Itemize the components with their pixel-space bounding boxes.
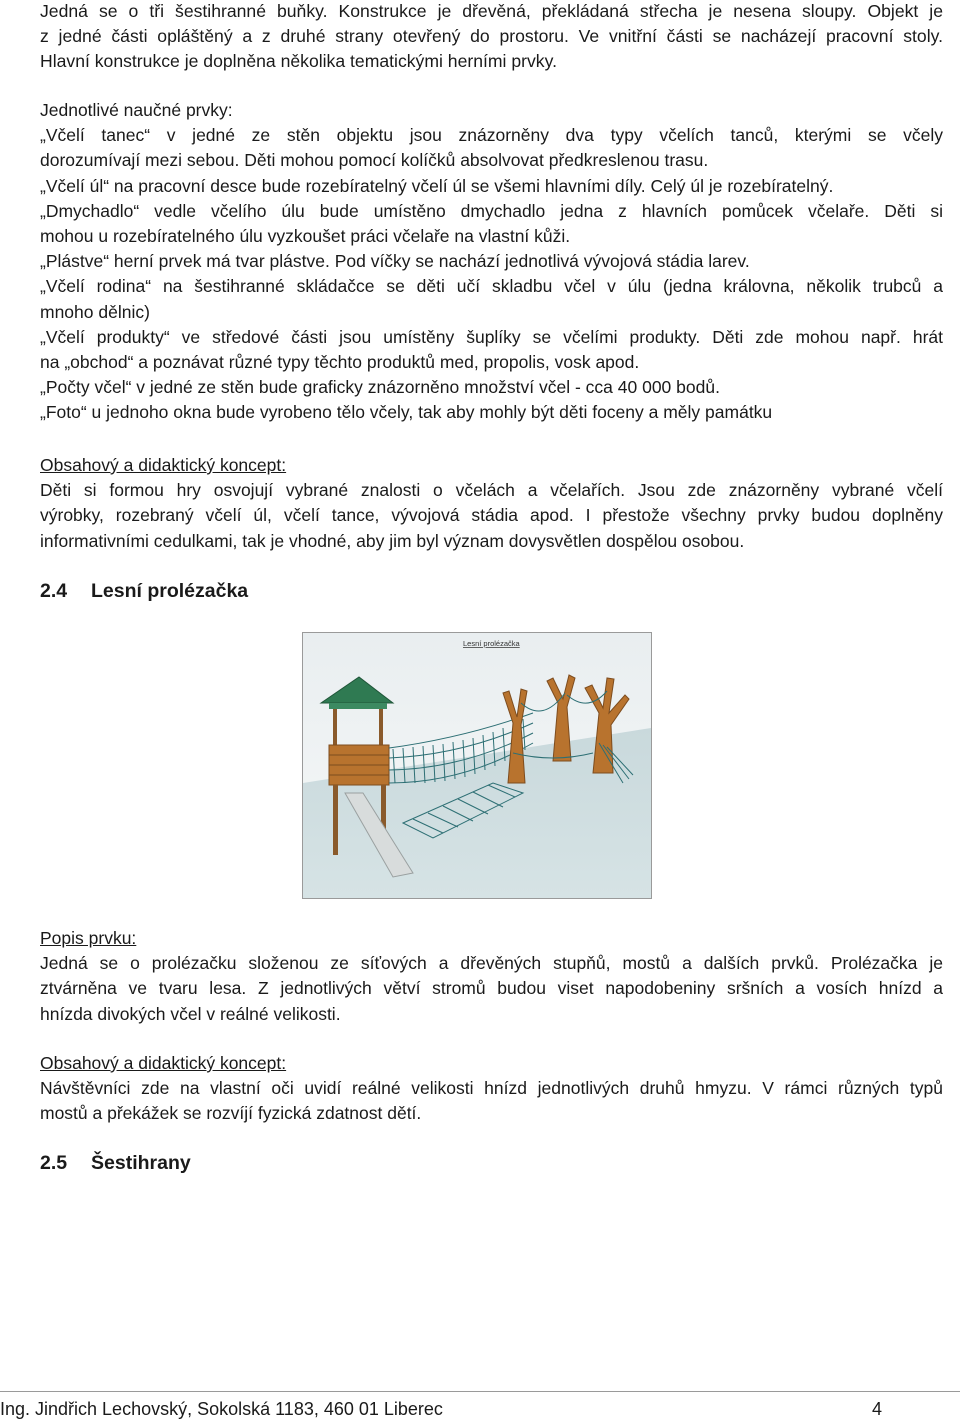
list-item: mnoho dělnic) bbox=[40, 301, 150, 322]
section-heading-2-5 bbox=[40, 1152, 191, 1175]
section-number: 2.4 bbox=[40, 580, 68, 602]
section-number: 2.5 bbox=[40, 1152, 68, 1174]
footer-author: Ing. Jindřich Lechovský, Sokolská 1183, 460 01 Liberec bbox=[0, 1399, 443, 1419]
element-description bbox=[40, 926, 943, 1027]
forest-climber-illustration bbox=[302, 632, 652, 899]
list-item: „Počty včel“ v jedné ze stěn bude graficky znázorněno množství včel - cca 40 000 bodů. bbox=[40, 377, 720, 398]
page-number: 4 bbox=[871, 1399, 882, 1419]
intro-line: Jedná se o tři šestihranné buňky. Konstrukce je dřevěná, překládaná střecha je nesena sloupy. Objekt je bbox=[40, 1, 943, 21]
description-line: hnízda divokých včel v reálné velikosti. bbox=[40, 1003, 341, 1024]
intro-line: z jedné části opláštěný a z druhé strany otevřený do prostoru. Ve vnitřní části se nacházejí pracovní stoly. bbox=[40, 26, 943, 47]
tower-roof-edge bbox=[329, 703, 387, 709]
intro-line: Hlavní konstrukce je doplněna několika tematickými herními prvky. bbox=[40, 51, 557, 72]
didactic-concept-1 bbox=[40, 453, 943, 554]
climber-render bbox=[303, 633, 651, 898]
concept-line: Návštěvníci zde na vlastní oči uvidí reálné velikosti hnízd jednotlivých druhů hmyzu. V rámci různých typů bbox=[40, 1078, 943, 1099]
list-item: „Plástve“ herní prvek má tvar plástve. Pod víčky se nachází jednotlivá vývojová stádia larev. bbox=[40, 251, 750, 272]
page-footer bbox=[0, 1399, 882, 1425]
list-item: „Dmychadlo“ vedle včelího úlu bude umístěno dmychadlo jedna z hlavních pomůcek včelaře. Děti si bbox=[40, 200, 943, 221]
description-heading: Popis prvku: bbox=[40, 928, 137, 948]
intro-paragraph bbox=[40, 0, 943, 75]
concept-line: Děti si formou hry osvojují vybrané znalosti o včelách a včelařích. Jsou zde znázorněny vybrané včelí bbox=[40, 480, 943, 501]
figure-caption: Lesní prolézačka bbox=[463, 639, 520, 648]
list-item: „Včelí úl“ na pracovní desce bude rozebíratelný včelí úl se všemi hlavními díly. Celý úl je rozebíratelný. bbox=[40, 175, 834, 196]
description-line: ztvárněna ve tvaru lesa. Z jednotlivých větví stromů budou viset napodobeniny sršních a vosích hnízd a bbox=[40, 978, 943, 999]
tower-post bbox=[333, 709, 337, 749]
section-title: Lesní prolézačka bbox=[91, 580, 249, 602]
concept-line: mostů a překážek se rozvíjí fyzická zdatnost dětí. bbox=[40, 1103, 422, 1124]
learning-elements-list bbox=[40, 98, 943, 426]
tower-post bbox=[379, 709, 383, 749]
tower-leg bbox=[333, 785, 338, 855]
section-heading-2-4 bbox=[40, 580, 248, 603]
list-item: „Včelí produkty“ ve středové části jsou umístěny šuplíky se včelími produkty. Děti zde mohou např. hrát bbox=[40, 326, 943, 347]
concept-heading: Obsahový a didaktický koncept: bbox=[40, 1053, 287, 1073]
didactic-concept-2 bbox=[40, 1051, 943, 1127]
concept-line: výrobky, rozebraný včelí úl, včelí tance, vývojová stádia apod. I přestože všechny prvky budou doplněny bbox=[40, 505, 943, 526]
concept-heading: Obsahový a didaktický koncept: bbox=[40, 455, 287, 475]
list-heading: Jednotlivé naučné prvky: bbox=[40, 100, 233, 120]
description-line: Jedná se o prolézačku složenou ze síťových a dřevěných stupňů, mostů a dalších prvků. Prolézačka je bbox=[40, 953, 943, 974]
footer-divider bbox=[0, 1391, 960, 1392]
list-item: „Včelí tanec“ v jedné ze stěn objektu jsou znázorněny dva typy včelích tanců, kterými se včely bbox=[40, 125, 943, 146]
list-item: mohou u rozebíratelného úlu vyzkoušet práci včelaře na vlastní kůži. bbox=[40, 226, 571, 247]
list-item: na „obchod“ a poznávat různé typy těchto produktů med, propolis, vosk apod. bbox=[40, 352, 640, 373]
concept-line: informativními cedulkami, tak je vhodné, aby jim byl význam dovysvětlen dospělou osobou. bbox=[40, 530, 745, 551]
section-title: Šestihrany bbox=[91, 1152, 191, 1174]
list-item: „Včelí rodina“ na šestihranné skládačce se děti učí skladbu včel v úlu (jedna královna, několik trubců a bbox=[40, 276, 943, 297]
list-item: „Foto“ u jednoho okna bude vyrobeno tělo včely, tak aby mohly být děti foceny a měly památku bbox=[40, 402, 773, 423]
list-item: dorozumívají mezi sebou. Děti mohou pomocí kolíčků absolvovat předkreslenou trasu. bbox=[40, 150, 709, 171]
